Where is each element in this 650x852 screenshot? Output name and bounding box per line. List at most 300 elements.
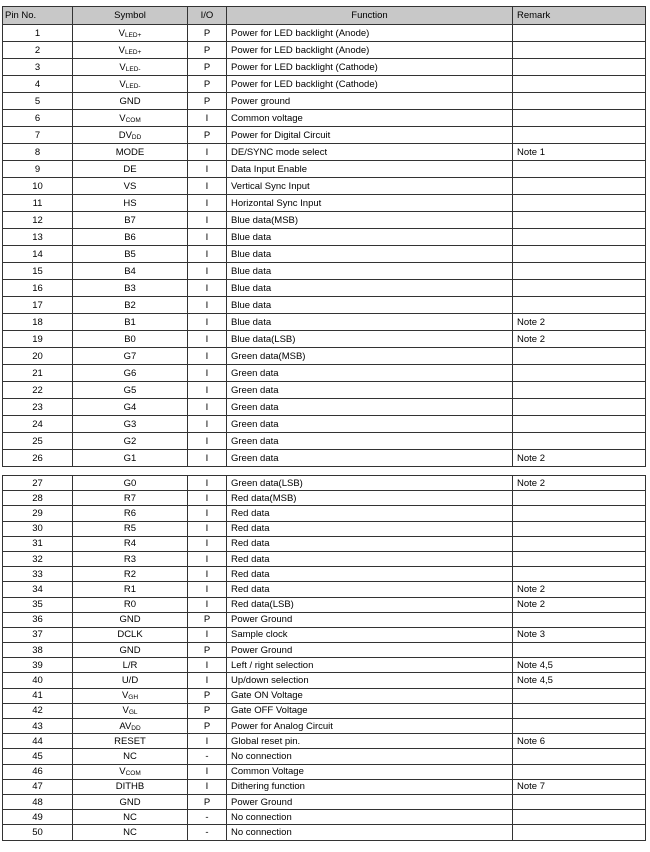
symbol-text: GND [119,95,141,107]
table-row [3,110,646,127]
symbol-text: G7 [123,350,137,362]
pin-number-cell: 2 [3,42,73,59]
symbol-text: B7 [124,214,136,226]
symbol-text: NC [123,750,137,762]
io-cell: I [188,399,227,416]
table-row [3,195,646,212]
pin-number-cell: 14 [3,246,73,263]
remark-cell [513,212,646,229]
symbol-subscript: GH [128,694,139,702]
pin-number-cell: 48 [3,794,73,809]
remark-cell [513,263,646,280]
symbol-text: U/D [121,675,139,687]
io-cell: I [188,491,227,506]
io-cell: I [188,673,227,688]
symbol-text: R5 [123,523,137,535]
io-cell: I [188,433,227,450]
pin-number-cell: 17 [3,297,73,314]
symbol-cell [73,536,188,551]
function-cell: Green data [227,399,513,416]
remark-cell [513,536,646,551]
remark-cell [513,749,646,764]
symbol-text: G3 [123,418,137,430]
remark-cell [513,794,646,809]
table-row [3,161,646,178]
io-cell: P [188,719,227,734]
pin-number-cell: 20 [3,348,73,365]
symbol-cell [73,59,188,76]
pin-number-cell: 35 [3,597,73,612]
function-cell: Power for LED backlight (Anode) [227,42,513,59]
remark-cell: Note 2 [513,331,646,348]
remark-cell: Note 2 [513,597,646,612]
remark-cell: Note 2 [513,450,646,467]
io-cell: P [188,76,227,93]
io-cell: I [188,161,227,178]
remark-cell [513,810,646,825]
symbol-cell [73,825,188,840]
function-cell: Red data [227,567,513,582]
remark-cell [513,42,646,59]
symbol-cell [73,643,188,658]
table-row [3,688,646,703]
symbol-cell [73,734,188,749]
pin-number-cell: 29 [3,506,73,521]
pin-table-top [2,6,646,467]
pin-number-cell: 15 [3,263,73,280]
pin-number-cell: 31 [3,536,73,551]
io-cell: P [188,612,227,627]
io-cell: I [188,314,227,331]
symbol-cell [73,93,188,110]
symbol-text: R0 [123,599,137,611]
io-cell: I [188,246,227,263]
pin-number-cell: 9 [3,161,73,178]
symbol-cell [73,551,188,566]
function-cell: Red data [227,506,513,521]
symbol-cell [73,348,188,365]
header-io: I/O [188,7,227,25]
remark-cell [513,178,646,195]
symbol-text: V [119,78,126,90]
pin-number-cell: 11 [3,195,73,212]
function-cell: Power for Analog Circuit [227,719,513,734]
table-row [3,365,646,382]
table-row [3,749,646,764]
table-row [3,399,646,416]
table-row [3,612,646,627]
io-cell: I [188,506,227,521]
symbol-cell [73,673,188,688]
function-cell: No connection [227,810,513,825]
pin-number-cell: 23 [3,399,73,416]
symbol-cell [73,779,188,794]
symbol-subscript: LED+ [124,31,142,39]
io-cell: I [188,382,227,399]
remark-cell: Note 2 [513,476,646,491]
pin-number-cell: 28 [3,491,73,506]
symbol-text: GND [119,614,141,626]
symbol-cell [73,42,188,59]
io-cell: I [188,212,227,229]
table-row [3,658,646,673]
remark-cell [513,825,646,840]
symbol-cell [73,144,188,161]
io-cell: I [188,582,227,597]
function-cell: Green data(MSB) [227,348,513,365]
symbol-cell [73,521,188,536]
symbol-text: DITHB [115,781,145,793]
pin-number-cell: 25 [3,433,73,450]
pin-table-bottom [2,475,646,841]
remark-cell [513,567,646,582]
pin-number-cell: 34 [3,582,73,597]
symbol-text: R6 [123,507,137,519]
remark-cell [513,643,646,658]
table-row [3,491,646,506]
remark-cell [513,491,646,506]
io-cell: I [188,764,227,779]
remark-cell: Note 1 [513,144,646,161]
remark-cell [513,521,646,536]
symbol-cell [73,749,188,764]
remark-cell [513,195,646,212]
function-cell: Red data [227,551,513,566]
pin-number-cell: 1 [3,25,73,42]
pin-number-cell: 27 [3,476,73,491]
symbol-cell [73,399,188,416]
table-row [3,144,646,161]
symbol-text: G1 [123,452,137,464]
table-row [3,627,646,642]
function-cell: Blue data [227,246,513,263]
symbol-text: RESET [114,735,146,747]
symbol-text: V [118,44,125,56]
symbol-cell [73,212,188,229]
symbol-text: V [118,27,125,39]
table-row [3,229,646,246]
symbol-text: DE [123,163,137,175]
io-cell: I [188,297,227,314]
table-row [3,263,646,280]
symbol-text: B5 [124,248,136,260]
symbol-text: AV [119,720,132,732]
symbol-text: G2 [123,435,137,447]
table-row [3,825,646,840]
pin-number-cell: 44 [3,734,73,749]
pin-number-cell: 8 [3,144,73,161]
function-cell: Vertical Sync Input [227,178,513,195]
table-row [3,76,646,93]
remark-cell [513,382,646,399]
pin-number-cell: 7 [3,127,73,144]
remark-cell: Note 4,5 [513,673,646,688]
remark-cell [513,280,646,297]
function-cell: Red data [227,536,513,551]
remark-cell: Note 2 [513,314,646,331]
symbol-text: G5 [123,384,137,396]
function-cell: Green data [227,382,513,399]
symbol-text: R3 [123,553,137,565]
function-cell: Power Ground [227,794,513,809]
function-cell: Blue data [227,297,513,314]
symbol-cell [73,582,188,597]
io-cell: I [188,331,227,348]
function-cell: Global reset pin. [227,734,513,749]
io-cell: I [188,658,227,673]
io-cell: P [188,643,227,658]
table-row [3,416,646,433]
remark-cell [513,297,646,314]
remark-cell [513,433,646,450]
remark-cell [513,246,646,263]
pin-number-cell: 33 [3,567,73,582]
symbol-cell [73,450,188,467]
pin-number-cell: 40 [3,673,73,688]
symbol-cell [73,297,188,314]
pin-number-cell: 21 [3,365,73,382]
symbol-cell [73,365,188,382]
table-row [3,93,646,110]
table-row [3,433,646,450]
symbol-subscript: LED+ [124,48,142,56]
function-cell: Green data [227,416,513,433]
pin-number-cell: 43 [3,719,73,734]
remark-cell [513,764,646,779]
function-cell: Dithering function [227,779,513,794]
remark-cell: Note 7 [513,779,646,794]
table-row [3,476,646,491]
symbol-text: DV [118,129,132,141]
function-cell: Power for Digital Circuit [227,127,513,144]
symbol-cell [73,764,188,779]
symbol-cell [73,331,188,348]
table-row [3,280,646,297]
table-row [3,810,646,825]
table-row [3,794,646,809]
pin-number-cell: 42 [3,703,73,718]
function-cell: Power for LED backlight (Anode) [227,25,513,42]
io-cell: - [188,749,227,764]
function-cell: Power Ground [227,643,513,658]
table-row [3,127,646,144]
symbol-cell [73,567,188,582]
remark-cell [513,506,646,521]
pin-number-cell: 18 [3,314,73,331]
table-row [3,450,646,467]
remark-cell [513,399,646,416]
pin-number-cell: 24 [3,416,73,433]
symbol-text: V [119,61,126,73]
remark-cell: Note 6 [513,734,646,749]
function-cell: Power for LED backlight (Cathode) [227,76,513,93]
symbol-cell [73,416,188,433]
remark-cell [513,365,646,382]
function-cell: Left / right selection [227,658,513,673]
io-cell: I [188,567,227,582]
remark-cell: Note 2 [513,582,646,597]
pin-number-cell: 46 [3,764,73,779]
header-remark: Remark [513,7,646,25]
symbol-cell [73,246,188,263]
symbol-cell [73,178,188,195]
function-cell: Gate OFF Voltage [227,703,513,718]
pin-number-cell: 47 [3,779,73,794]
symbol-cell [73,688,188,703]
table-row [3,521,646,536]
io-cell: - [188,825,227,840]
function-cell: Blue data [227,280,513,297]
io-cell: I [188,551,227,566]
table-row [3,779,646,794]
remark-cell [513,719,646,734]
symbol-cell [73,161,188,178]
io-cell: I [188,536,227,551]
function-cell: Power ground [227,93,513,110]
symbol-text: G4 [123,401,137,413]
remark-cell [513,229,646,246]
pin-number-cell: 41 [3,688,73,703]
remark-cell [513,93,646,110]
symbol-cell [73,794,188,809]
table-row [3,673,646,688]
table-row [3,331,646,348]
symbol-text: G6 [123,367,137,379]
table-row [3,764,646,779]
symbol-subscript: DD [131,133,142,141]
function-cell: Red data [227,582,513,597]
io-cell: I [188,178,227,195]
io-cell: P [188,794,227,809]
symbol-subscript: GL [128,709,138,717]
function-cell: Power for LED backlight (Cathode) [227,59,513,76]
symbol-text: B6 [124,231,136,243]
function-cell: Red data(LSB) [227,597,513,612]
symbol-cell [73,491,188,506]
io-cell: I [188,195,227,212]
io-cell: I [188,229,227,246]
symbol-cell [73,627,188,642]
symbol-subscript: DD [131,724,141,732]
symbol-cell [73,433,188,450]
table-row [3,297,646,314]
symbol-text: NC [123,811,137,823]
symbol-text: B4 [124,265,136,277]
function-cell: Blue data [227,229,513,246]
io-cell: I [188,280,227,297]
table-row [3,59,646,76]
pin-number-cell: 19 [3,331,73,348]
function-cell: Blue data(LSB) [227,331,513,348]
io-cell: P [188,59,227,76]
pin-number-cell: 6 [3,110,73,127]
function-cell: Common Voltage [227,764,513,779]
function-cell: Data Input Enable [227,161,513,178]
function-cell: Power Ground [227,612,513,627]
symbol-cell [73,810,188,825]
remark-cell [513,161,646,178]
symbol-cell [73,597,188,612]
io-cell: I [188,597,227,612]
symbol-cell [73,263,188,280]
function-cell: Blue data [227,314,513,331]
symbol-text: MODE [115,146,145,158]
remark-cell [513,110,646,127]
remark-cell [513,416,646,433]
symbol-text: HS [123,197,137,209]
function-cell: Green data [227,433,513,450]
symbol-cell [73,506,188,521]
remark-cell [513,76,646,93]
io-cell: I [188,627,227,642]
symbol-text: R2 [123,568,137,580]
table-header [3,7,646,25]
header-pin-no: Pin No. [3,7,73,25]
remark-cell [513,703,646,718]
pin-number-cell: 30 [3,521,73,536]
function-cell: Sample clock [227,627,513,642]
pin-number-cell: 39 [3,658,73,673]
pin-number-cell: 16 [3,280,73,297]
pin-number-cell: 32 [3,551,73,566]
symbol-text: V [119,766,126,778]
function-cell: Blue data(MSB) [227,212,513,229]
symbol-text: R1 [123,583,137,595]
symbol-cell [73,25,188,42]
symbol-text: GND [119,796,141,808]
symbol-cell [73,110,188,127]
symbol-text: NC [123,826,137,838]
symbol-subscript: COM [125,116,141,124]
io-cell: I [188,144,227,161]
pin-number-cell: 3 [3,59,73,76]
io-cell: P [188,127,227,144]
table-row [3,719,646,734]
function-cell: Red data(MSB) [227,491,513,506]
table-row [3,582,646,597]
table-row [3,567,646,582]
io-cell: I [188,521,227,536]
remark-cell: Note 3 [513,627,646,642]
symbol-subscript: LED- [125,82,141,90]
symbol-text: V [121,690,129,702]
header-function: Function [227,7,513,25]
pin-number-cell: 36 [3,612,73,627]
function-cell: Green data [227,365,513,382]
pin-number-cell: 12 [3,212,73,229]
header-symbol: Symbol [73,7,188,25]
function-cell: Gate ON Voltage [227,688,513,703]
symbol-cell [73,127,188,144]
table-row [3,382,646,399]
function-cell: Green data(LSB) [227,476,513,491]
io-cell: P [188,688,227,703]
table-row [3,42,646,59]
io-cell: I [188,476,227,491]
remark-cell [513,25,646,42]
pin-number-cell: 22 [3,382,73,399]
symbol-cell [73,703,188,718]
symbol-cell [73,612,188,627]
pin-number-cell: 49 [3,810,73,825]
remark-cell [513,551,646,566]
symbol-cell [73,658,188,673]
pin-number-cell: 4 [3,76,73,93]
symbol-text: R4 [123,538,137,550]
function-cell: Up/down selection [227,673,513,688]
remark-cell: Note 4,5 [513,658,646,673]
symbol-cell [73,229,188,246]
